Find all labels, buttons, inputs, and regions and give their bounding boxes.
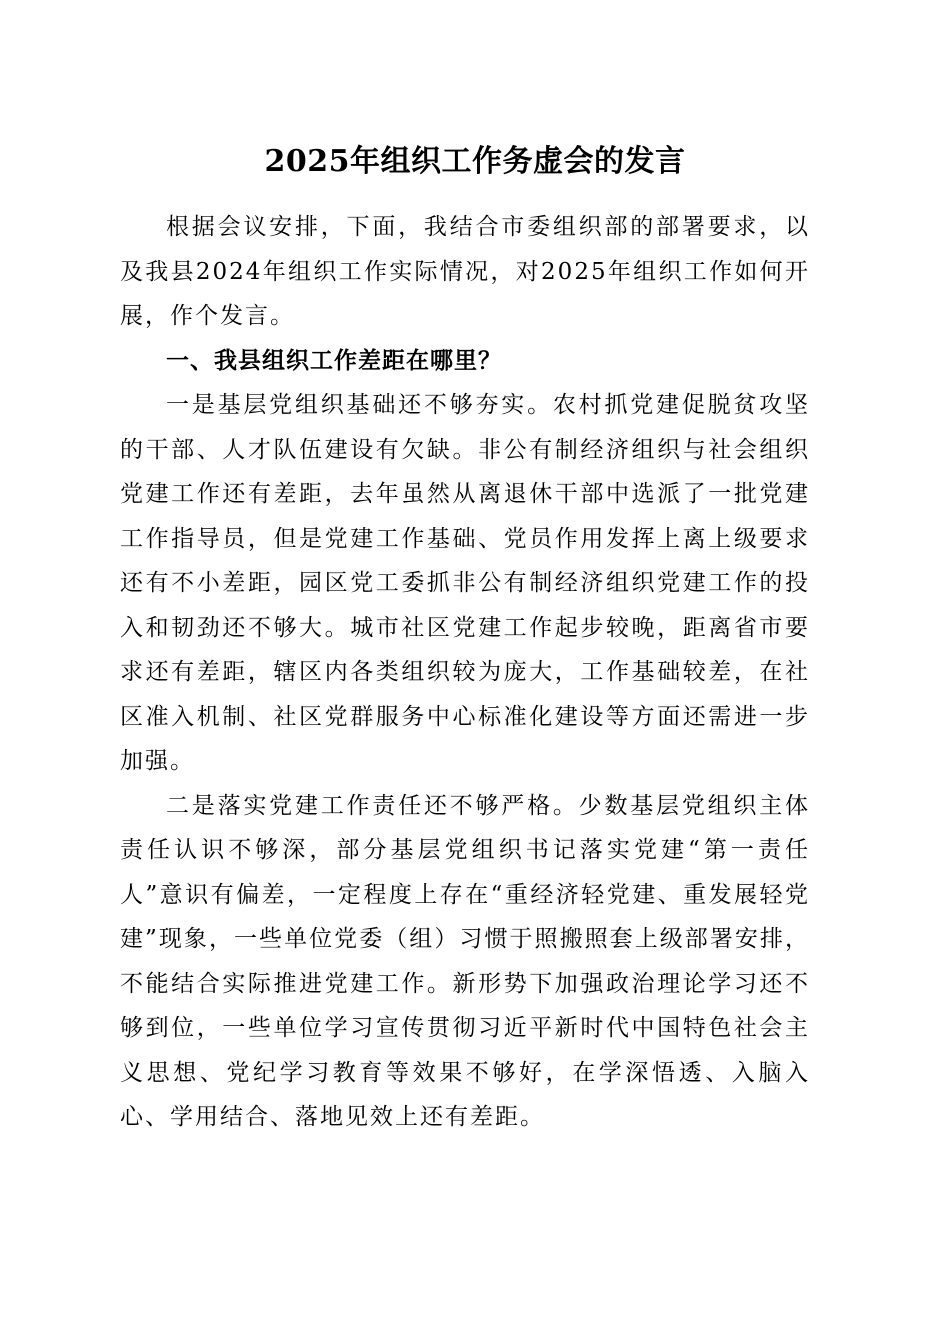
section-heading: 一、我县组织工作差距在哪里？ (166, 347, 502, 374)
document-body (120, 205, 810, 1140)
body-paragraph: 二是落实党建工作责任还不够严格。少数基层党组织主体责任认识不够深，部分基层党组织书记落实党建“第一责任人”意识有偏差，一定程度上存在“重经济轻党建、重发展轻党建”现象，一些单位党委（组）习惯于照搬照套上级部署安排，不能结合实际推进党建工作。新形势下加强政治理论学习还不够到位，一些单位学习宣传贯彻习近平新时代中国特色社会主义思想、党纪学习教育等效果不够好，在学深悟透、入脑入心、学用结合、落地见效上还有差距。 (120, 792, 810, 1130)
intro-paragraph: 根据会议安排，下面，我结合市委组织部的部署要求，以及我县2024年组织工作实际情况，对2025年组织工作如何开展，作个发言。 (120, 214, 810, 329)
body-paragraph: 一是基层党组织基础还不够夯实。农村抓党建促脱贫攻坚的干部、人才队伍建设有欠缺。非公有制经济组织与社会组织党建工作还有差距，去年虽然从离退休干部中选派了一批党建工作指导员，但是党建工作基础、党员作用发挥上离上级要求还有不小差距，园区党工委抓非公有制经济组织党建工作的投入和韧劲还不够大。城市社区党建工作起步较晚，距离省市要求还有差距，辖区内各类组织较为庞大，工作基础较差，在社区准入机制、社区党群服务中心标准化建设等方面还需进一步加强。 (120, 392, 810, 774)
document-title: 2025年组织工作务虚会的发言 (264, 144, 686, 179)
